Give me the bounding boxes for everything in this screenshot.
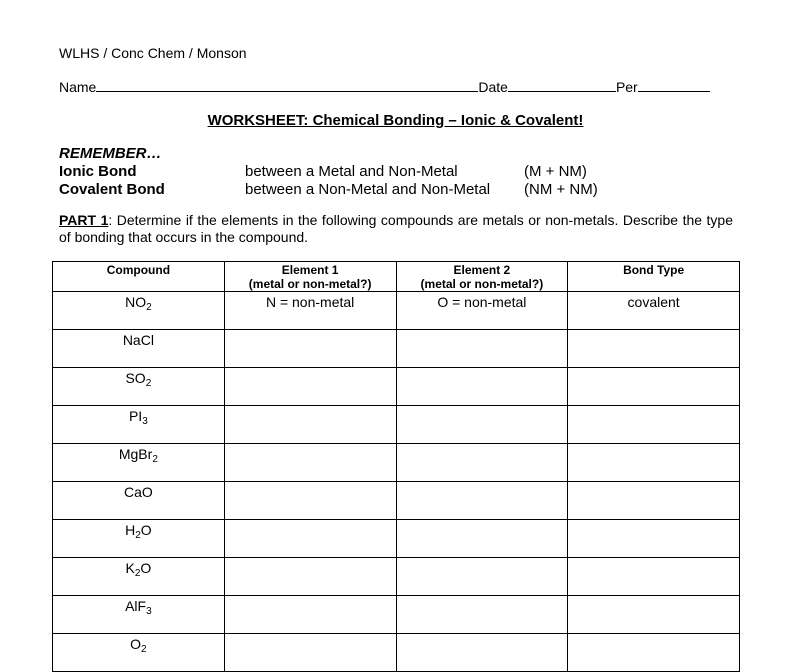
element-1-cell[interactable] bbox=[224, 558, 396, 596]
table-row bbox=[53, 330, 740, 368]
element-1-cell[interactable] bbox=[224, 596, 396, 634]
worksheet-title: WORKSHEET: Chemical Bonding – Ionic & Covalent! bbox=[207, 112, 584, 129]
part1-instructions bbox=[59, 212, 733, 246]
bond-abbreviation: (NM + NM) bbox=[524, 181, 598, 198]
compound-cell: MgBr$_2$ bbox=[53, 444, 225, 482]
student-info-line bbox=[59, 79, 710, 95]
compound-cell: $NO_2$ bbox=[53, 292, 225, 330]
table-header-row bbox=[53, 262, 740, 292]
element-2-cell[interactable] bbox=[396, 444, 568, 482]
compound-cell: $K_2O$ bbox=[53, 558, 225, 596]
period-label: Per bbox=[615, 79, 638, 95]
bond-description: between a Metal and Non-Metal bbox=[245, 163, 458, 180]
header-element-1: Element 1 (metal or non-metal?) bbox=[224, 262, 396, 292]
element-1-cell[interactable] bbox=[224, 330, 396, 368]
element-2-cell[interactable] bbox=[396, 558, 568, 596]
compound-table bbox=[52, 261, 740, 672]
header-element-2: Element 2 (metal or non-metal?) bbox=[396, 262, 568, 292]
element-2-cell[interactable] bbox=[396, 330, 568, 368]
name-field[interactable] bbox=[96, 79, 478, 92]
element-1-cell[interactable]: N = non-metal bbox=[224, 292, 396, 330]
element-2-cell[interactable] bbox=[396, 368, 568, 406]
bond-type-cell[interactable] bbox=[568, 406, 740, 444]
element-2-cell[interactable] bbox=[396, 482, 568, 520]
element-1-cell[interactable] bbox=[224, 444, 396, 482]
table-row bbox=[53, 444, 740, 482]
period-field[interactable] bbox=[638, 79, 710, 92]
compound-cell: NaCl bbox=[53, 330, 225, 368]
course-header: WLHS / Conc Chem / Monson bbox=[59, 45, 247, 61]
bond-type-cell[interactable] bbox=[568, 596, 740, 634]
bond-type-cell[interactable] bbox=[568, 558, 740, 596]
table-row bbox=[53, 368, 740, 406]
element-1-cell[interactable] bbox=[224, 368, 396, 406]
element-2-cell[interactable] bbox=[396, 596, 568, 634]
table-row bbox=[53, 558, 740, 596]
compound-cell: $H_2O$ bbox=[53, 520, 225, 558]
table-row bbox=[53, 634, 740, 672]
compound-cell: CaO bbox=[53, 482, 225, 520]
bond-type-cell[interactable] bbox=[568, 368, 740, 406]
bond-type-cell[interactable] bbox=[568, 330, 740, 368]
element-1-cell[interactable] bbox=[224, 482, 396, 520]
table-row bbox=[53, 596, 740, 634]
bond-type-cell[interactable] bbox=[568, 634, 740, 672]
bond-type-cell[interactable] bbox=[568, 444, 740, 482]
part1-label: PART 1 bbox=[59, 212, 109, 228]
part1-text: : Determine if the elements in the following compounds are metals or non-metals. Describe the type of bonding that occurs in the compound. bbox=[59, 212, 733, 245]
name-label: Name bbox=[59, 79, 97, 95]
header-compound: Compound bbox=[53, 262, 225, 292]
bond-type-cell[interactable] bbox=[568, 482, 740, 520]
date-field[interactable] bbox=[508, 79, 616, 92]
element-1-cell[interactable] bbox=[224, 406, 396, 444]
bond-abbreviation: (M + NM) bbox=[524, 163, 587, 180]
header-bond-type: Bond Type bbox=[568, 262, 740, 292]
element-1-cell[interactable] bbox=[224, 634, 396, 672]
element-2-cell[interactable] bbox=[396, 634, 568, 672]
compound-cell: $SO_2$ bbox=[53, 368, 225, 406]
date-label: Date bbox=[478, 79, 508, 95]
element-2-cell[interactable]: O = non-metal bbox=[396, 292, 568, 330]
table-row bbox=[53, 292, 740, 330]
element-1-cell[interactable] bbox=[224, 520, 396, 558]
element-2-cell[interactable] bbox=[396, 406, 568, 444]
bond-type-cell[interactable] bbox=[568, 520, 740, 558]
element-2-cell[interactable] bbox=[396, 520, 568, 558]
bond-name: Covalent Bond bbox=[59, 181, 165, 198]
compound-cell: $O_2$ bbox=[53, 634, 225, 672]
compound-cell: $PI_3$ bbox=[53, 406, 225, 444]
bond-type-cell[interactable]: covalent bbox=[568, 292, 740, 330]
table-row bbox=[53, 406, 740, 444]
remember-heading: REMEMBER… bbox=[59, 145, 162, 162]
table-row bbox=[53, 482, 740, 520]
bond-name: Ionic Bond bbox=[59, 163, 137, 180]
table-row bbox=[53, 520, 740, 558]
compound-cell: AlF$_3$ bbox=[53, 596, 225, 634]
bond-description: between a Non-Metal and Non-Metal bbox=[245, 181, 491, 198]
